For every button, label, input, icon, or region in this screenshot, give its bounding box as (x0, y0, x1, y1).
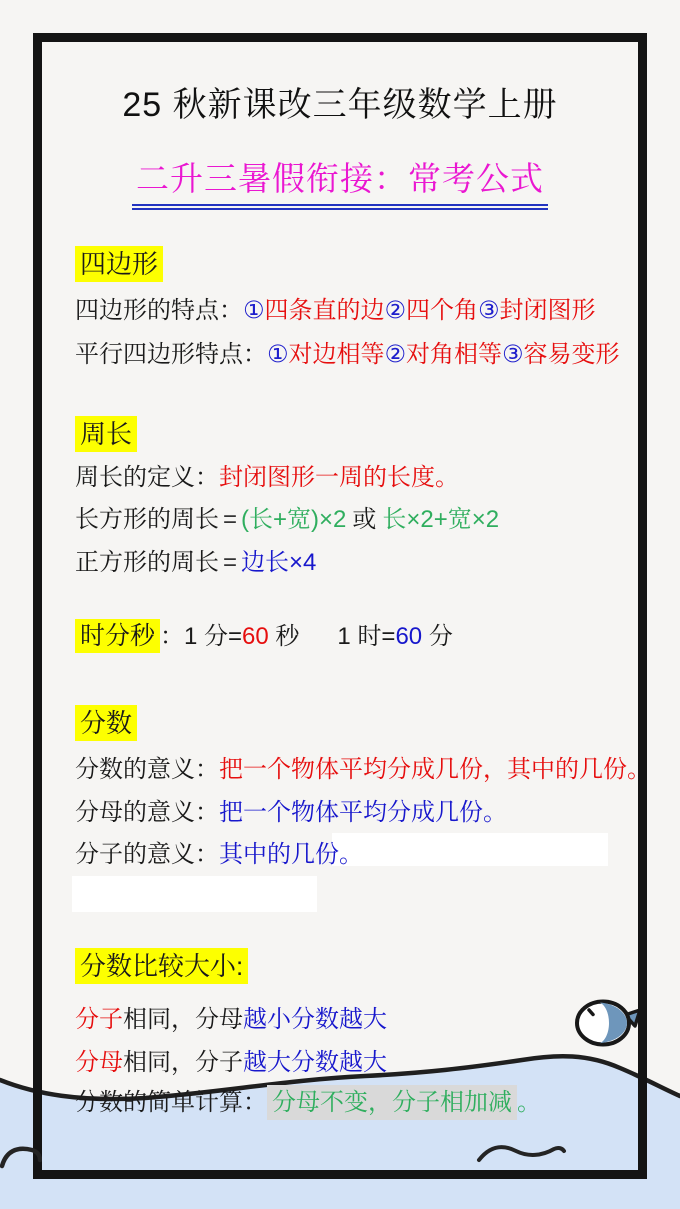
circled-number-2: ② (384, 341, 407, 368)
squiggle-icon (476, 1142, 568, 1166)
or-word: 或 (352, 506, 377, 533)
hour-equation-suffix: 分 (422, 623, 453, 650)
fraction-heading-highlight: 分数 (75, 705, 137, 741)
equals-sign: = (223, 549, 238, 576)
hour-value: 60 (395, 623, 423, 650)
quadrilateral-heading-highlight: 四边形 (75, 246, 163, 282)
rule1-numerator-word: 分子 (75, 1006, 123, 1033)
circled-number-3: ③ (478, 297, 500, 324)
rectangle-formula-2: 长×2+宽×2 (382, 506, 500, 533)
parallelogram-feature-1: 对边相等 (288, 341, 385, 368)
parallelogram-feature-2: 对角相等 (406, 341, 503, 368)
page-border-frame (33, 33, 647, 1179)
quad-feature-1: 四条直的边 (264, 297, 385, 324)
circled-number-2: ② (384, 297, 407, 324)
rule1-conclusion: 越小分数越大 (243, 1006, 387, 1033)
circled-number-1: ① (267, 341, 289, 368)
denominator-meaning-label: 分母的意义： (75, 799, 219, 826)
square-perimeter-label: 正方形的周长 (75, 549, 219, 576)
rule1-middle-text: 相同，分母 (123, 1006, 243, 1033)
hour-equation-prefix: 1 时= (337, 623, 396, 650)
perimeter-definition-text: 封闭图形一周的长度。 (219, 464, 459, 491)
rule2-middle-text: 相同，分子 (123, 1049, 243, 1076)
minute-value: 60 (242, 623, 269, 650)
quad-features-label: 四边形的特点： (75, 297, 243, 324)
parallelogram-feature-3: 容易变形 (523, 341, 620, 368)
page-subtitle: 二升三暑假衔接：常考公式 (132, 158, 548, 210)
squiggle-icon (0, 1142, 42, 1172)
quad-feature-2: 四个角 (406, 297, 479, 324)
fraction-meaning-label: 分数的意义： (75, 756, 219, 783)
perimeter-definition-label: 周长的定义： (75, 464, 219, 491)
rectangle-formula-1: (长+宽)×2 (241, 506, 347, 533)
equals-sign: = (223, 506, 238, 533)
rectangle-perimeter-label: 长方形的周长 (75, 506, 219, 533)
denominator-meaning-text: 把一个物体平均分成几份。 (219, 799, 507, 826)
numerator-meaning-text: 其中的几份。 (219, 841, 363, 868)
time-heading-highlight: 时分秒 (75, 619, 160, 653)
minute-equation-prefix: 1 分= (184, 623, 243, 650)
time-colon: ： (160, 623, 185, 650)
calculation-label: 分数的简单计算： (75, 1089, 267, 1116)
rule2-conclusion: 越大分数越大 (243, 1049, 387, 1076)
fraction-meaning-text: 把一个物体平均分成几份，其中的几份。 (219, 756, 651, 783)
square-formula: 边长×4 (241, 549, 317, 576)
parallelogram-label: 平行四边形特点： (75, 341, 267, 368)
numerator-meaning-label: 分子的意义： (75, 841, 219, 868)
circled-number-1: ① (243, 297, 265, 324)
quad-feature-3: 封闭图形 (499, 297, 596, 324)
page-title: 25 秋新课改三年级数学上册 (122, 86, 558, 124)
compare-heading-highlight: 分数比较大小: (75, 948, 248, 984)
circled-number-3: ③ (502, 341, 524, 368)
minute-equation-suffix: 秒 (268, 623, 300, 650)
calculation-period: 。 (517, 1089, 541, 1116)
perimeter-heading-highlight: 周长 (75, 416, 137, 452)
rule2-denominator-word: 分母 (75, 1049, 123, 1076)
calculation-rule-highlight: 分母不变，分子相加减 (267, 1085, 517, 1120)
